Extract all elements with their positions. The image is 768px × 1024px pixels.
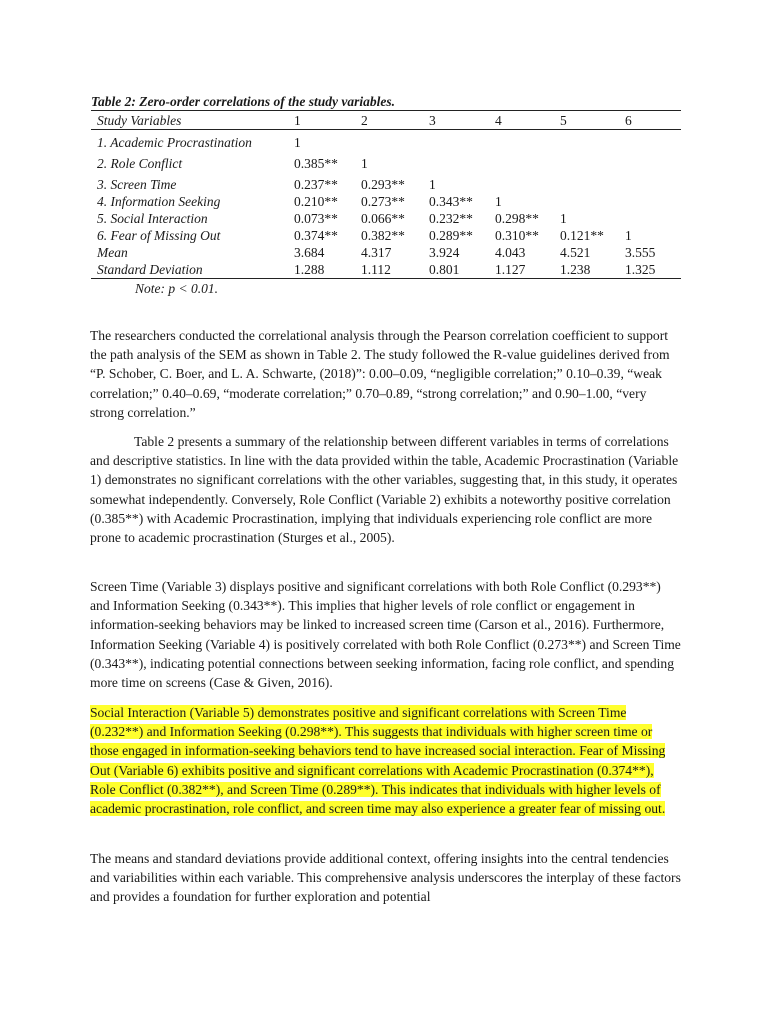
header-cell: 6 xyxy=(625,113,632,128)
table-cell: 0.073** xyxy=(294,211,338,226)
table-cell: 0.298** xyxy=(495,211,539,226)
table-row xyxy=(91,172,681,193)
table-cell: 3.924 xyxy=(429,245,460,260)
header-cell: 3 xyxy=(429,113,436,128)
table-cell: 0.121** xyxy=(560,228,604,243)
table-cell: 0.310** xyxy=(495,228,539,243)
table-cell: 1.112 xyxy=(361,262,391,277)
table-cell xyxy=(619,210,681,227)
paragraph-text: Table 2 presents a summary of the relationship between different variables in terms of correlations and descriptive statistics. In line with the data provided within the table, Academic Procrastination (Variable 1) demonstrates no significant correlations with the other variables, suggesting that, in this study, it operates somewhat independently. Conversely, Role Conflict (Variable 2) exhibits a noteworthy positive correlation (0.385**) with Academic Procrastination, implying that individuals experiencing role conflict are more prone to academic procrastination (Sturges et al., 2005). xyxy=(90,434,679,546)
table-cell: 0.237** xyxy=(294,177,338,192)
header-cell: 5 xyxy=(560,113,567,128)
table-cell: 0.293** xyxy=(361,177,405,192)
table-cell: 0.374** xyxy=(294,228,338,243)
table-cell xyxy=(554,130,619,152)
table-note: Note: p < 0.01. xyxy=(135,281,218,296)
table-cell xyxy=(355,130,423,152)
table-cell: 0.385** xyxy=(294,156,338,171)
table-header-row xyxy=(91,111,681,130)
paragraph xyxy=(90,577,682,692)
header-cell: Study Variables xyxy=(97,113,182,128)
table-row xyxy=(91,151,681,172)
table-cell: 1 xyxy=(495,194,502,209)
table-cell: 1.325 xyxy=(625,262,656,277)
table-cell: 1.288 xyxy=(294,262,325,277)
table-cell: 1 xyxy=(294,135,301,150)
variable-name-cell: 2. Role Conflict xyxy=(97,156,183,171)
table-cell: 4.317 xyxy=(361,245,392,260)
table-cell xyxy=(423,130,489,152)
highlighted-text: Social Interaction (Variable 5) demonstrates positive and significant correlations with Screen Time (0.232**) and Information Seeking (0.298**). This suggests that individuals with higher screen time or those engaged in information-seeking behaviors tend to have increased social interaction. Fear of Missing Out (Variable 6) exhibits positive and significant correlations with Academic Procrastination (0.374**), Role Conflict (0.382**), and Screen Time (0.289**). This indicates that individuals with higher levels of academic procrastination, role conflict, and screen time may also experience a greater fear of missing out. xyxy=(90,705,666,817)
table-row xyxy=(91,261,681,279)
table-cell: 3.684 xyxy=(294,245,325,260)
table-cell xyxy=(554,193,619,210)
table-cell: 0.382** xyxy=(361,228,405,243)
table-cell: 0.801 xyxy=(429,262,460,277)
table-cell: 0.066** xyxy=(361,211,405,226)
variable-name-cell: Mean xyxy=(97,245,128,260)
table-cell: 4.043 xyxy=(495,245,526,260)
variable-name-cell: 3. Screen Time xyxy=(97,177,177,192)
table-cell: 1 xyxy=(429,177,436,192)
variable-name-cell: 1. Academic Procrastination xyxy=(97,135,252,150)
variable-name-cell: 5. Social Interaction xyxy=(97,211,208,226)
table-cell: 1 xyxy=(361,156,368,171)
header-cell: 4 xyxy=(495,113,502,128)
header-cell: 1 xyxy=(294,113,301,128)
variable-name-cell: 4. Information Seeking xyxy=(97,194,221,209)
table-row xyxy=(91,193,681,210)
table-cell xyxy=(554,172,619,193)
variable-name-cell: 6. Fear of Missing Out xyxy=(97,228,221,243)
highlighted-paragraph xyxy=(90,703,682,818)
paragraph xyxy=(90,849,682,907)
table-cell xyxy=(619,130,681,152)
table-cell: 1.127 xyxy=(495,262,526,277)
table-cell xyxy=(619,151,681,172)
table-cell: 1 xyxy=(625,228,632,243)
correlation-table xyxy=(91,110,681,279)
paragraph xyxy=(90,432,682,547)
table-cell xyxy=(619,193,681,210)
table-cell xyxy=(489,151,554,172)
table-caption: Table 2: Zero-order correlations of the study variables. xyxy=(91,94,395,109)
variable-name-cell: Standard Deviation xyxy=(97,262,203,277)
table-row xyxy=(91,227,681,244)
table-cell: 0.210** xyxy=(294,194,338,209)
table-row xyxy=(91,210,681,227)
table-cell xyxy=(554,151,619,172)
table-cell xyxy=(489,130,554,152)
table-cell: 1 xyxy=(560,211,567,226)
paragraph-text: The researchers conducted the correlational analysis through the Pearson correlation coefficient to support the path analysis of the SEM as shown in Table 2. The study followed the R-value guidelines derived from “P. Schober, C. Boer, and L. A. Schwarte, (2018)”: 0.00–0.09, “negligible correlation;” 0.10–0.39, “weak correlation;” 0.40–0.69, “moderate correlation;” 0.70–0.89, “strong correlation;” and 0.90–1.00, “very strong correlation.” xyxy=(90,328,670,420)
table-cell: 1.238 xyxy=(560,262,591,277)
table-cell: 0.232** xyxy=(429,211,473,226)
table-cell: 0.343** xyxy=(429,194,473,209)
paragraph-text: The means and standard deviations provide additional context, offering insights into the central tendencies and variabilities within each variable. This comprehensive analysis underscores the interplay of these factors and provides a foundation for further exploration and potential xyxy=(90,851,681,905)
table-cell: 3.555 xyxy=(625,245,656,260)
table-cell: 0.289** xyxy=(429,228,473,243)
paragraph xyxy=(90,326,682,422)
table-cell xyxy=(619,172,681,193)
table-cell xyxy=(423,151,489,172)
table-cell: 0.273** xyxy=(361,194,405,209)
header-cell: 2 xyxy=(361,113,368,128)
paragraph-text: Screen Time (Variable 3) displays positive and significant correlations with both Role Conflict (0.293**) and Information Seeking (0.343**). This implies that higher levels of role conflict or engagement in information-seeking behaviors may be linked to increased screen time (Carson et al., 2016). Furthermore, Information Seeking (Variable 4) is positively correlated with both Role Conflict (0.273**) and Screen Time (0.343**), indicating potential connections between seeking information, facing role conflict, and spending more time on screens (Case & Given, 2016). xyxy=(90,579,681,691)
correlation-table-container xyxy=(91,110,681,279)
table-cell: 4.521 xyxy=(560,245,591,260)
table-cell xyxy=(489,172,554,193)
table-row xyxy=(91,244,681,261)
table-row xyxy=(91,130,681,152)
